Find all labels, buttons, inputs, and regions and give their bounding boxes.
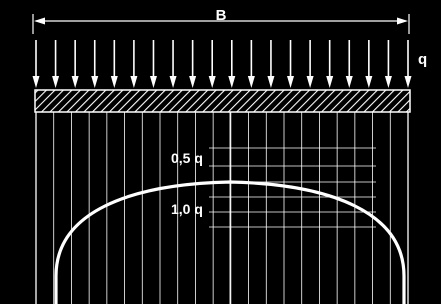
load-arrow xyxy=(385,40,392,88)
dimension-arrow-right xyxy=(397,18,408,25)
dimension-arrow-left xyxy=(34,18,45,25)
load-arrow xyxy=(72,40,79,88)
width-label: B xyxy=(215,7,227,24)
load-arrow xyxy=(52,40,59,88)
load-arrow xyxy=(209,40,216,88)
dimension-b xyxy=(33,7,409,34)
load-arrow xyxy=(405,40,412,88)
load-label: q xyxy=(418,51,428,68)
contour-label-upper: 0,5 q xyxy=(171,150,203,166)
load-arrow xyxy=(111,40,118,88)
load-arrow xyxy=(228,40,235,88)
load-arrow xyxy=(150,40,157,88)
contour-label-lower: 1,0 q xyxy=(171,201,203,217)
load-arrow xyxy=(248,40,255,88)
load-arrow xyxy=(365,40,372,88)
load-arrow xyxy=(189,40,196,88)
load-arrow xyxy=(287,40,294,88)
load-arrow xyxy=(346,40,353,88)
stress-lines xyxy=(36,112,408,304)
load-arrow xyxy=(130,40,137,88)
load-arrow xyxy=(267,40,274,88)
footing-strip xyxy=(35,90,410,112)
load-arrows xyxy=(33,40,412,88)
load-arrow xyxy=(170,40,177,88)
load-arrow xyxy=(326,40,333,88)
load-arrow xyxy=(307,40,314,88)
load-arrow xyxy=(91,40,98,88)
load-arrow xyxy=(33,40,40,88)
